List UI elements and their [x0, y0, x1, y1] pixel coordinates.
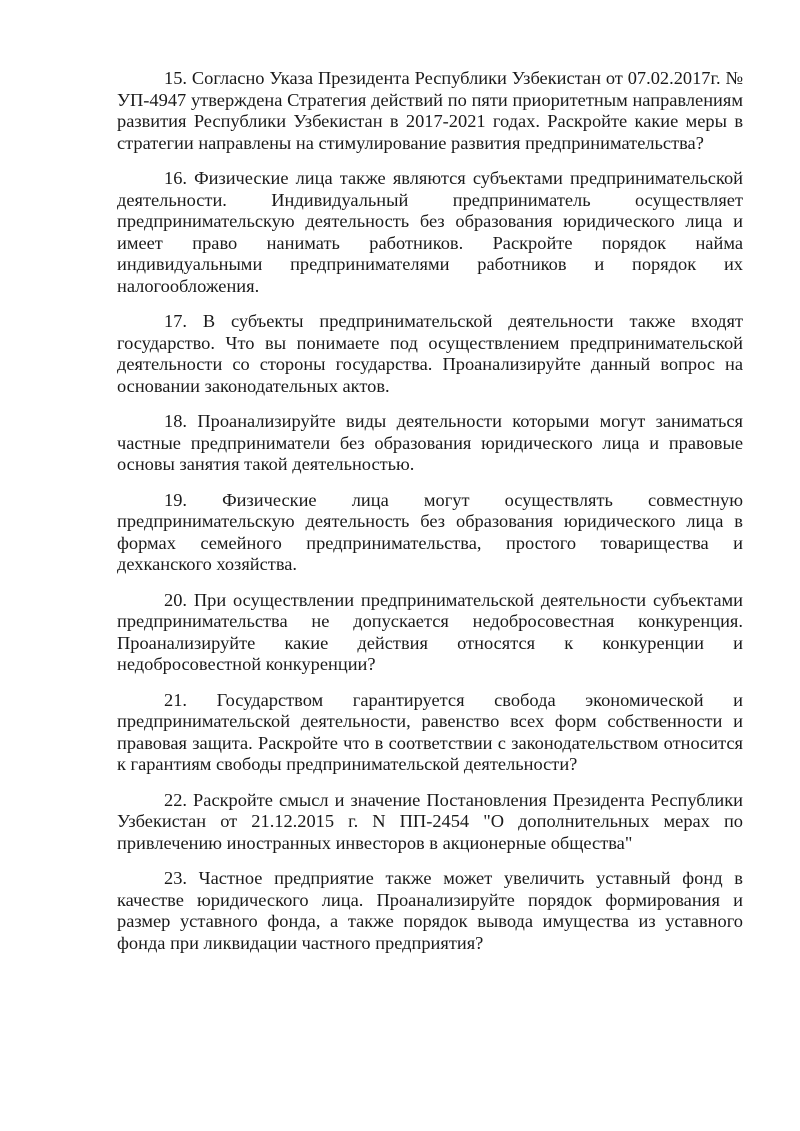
- question-15: 15. Согласно Указа Президента Республики Узбекистан от 07.02.2017г. № УП-4947 утверждена Стратегия действий по пяти приоритетным направлениям развития Республики Узбекистан в 2017-2021 годах. Раскройте какие меры в стратегии направлены на стимулирование развития предпринимательства?: [117, 68, 743, 153]
- question-18: 18. Проанализируйте виды деятельности которыми могут заниматься частные предприниматели без образования юридического лица и правовые основы занятия такой деятельностью.: [117, 411, 743, 474]
- question-21: 21. Государством гарантируется свобода экономической и предпринимательской деятельности, равенство всех форм собственности и правовая защита. Раскройте что в соответствии с законодательством относится к гарантиям свободы предпринимательской деятельности?: [117, 689, 743, 774]
- question-16: 16. Физические лица также являются субъектами предпринимательской деятельности. Индивидуальный предприниматель осуществляет предпринимательскую деятельность без образования юридического лица и имеет право нанимать работников. Раскройте порядок найма индивидуальными предпринимателями работников и порядок их налогообложения.: [117, 168, 743, 296]
- question-23: 23. Частное предприятие также может увеличить уставный фонд в качестве юридического лица. Проанализируйте порядок формирования и размер уставного фонда, а также порядок вывода имущества из уставного фонда при ликвидации частного предприятия?: [117, 868, 743, 953]
- question-22: 22. Раскройте смысл и значение Постановления Президента Республики Узбекистан от 21.12.2015 г. N ПП-2454 "О дополнительных мерах по привлечению иностранных инвесторов в акционерные общества": [117, 789, 743, 853]
- question-19: 19. Физические лица могут осуществлять совместную предпринимательскую деятельность без образования юридического лица в формах семейного предпринимательства, простого товарищества и дехканского хозяйства.: [117, 489, 743, 574]
- document-page: [117, 68, 743, 968]
- question-17: 17. В субъекты предпринимательской деятельности также входят государство. Что вы понимаете под осуществлением предпринимательской деятельности со стороны государства. Проанализируйте данный вопрос на основании законодательных актов.: [117, 311, 743, 396]
- question-20: 20. При осуществлении предпринимательской деятельности субъектами предпринимательства не допускается недобросовестная конкуренция. Проанализируйте какие действия относятся к конкуренции и недобросовестной конкуренции?: [117, 589, 743, 674]
